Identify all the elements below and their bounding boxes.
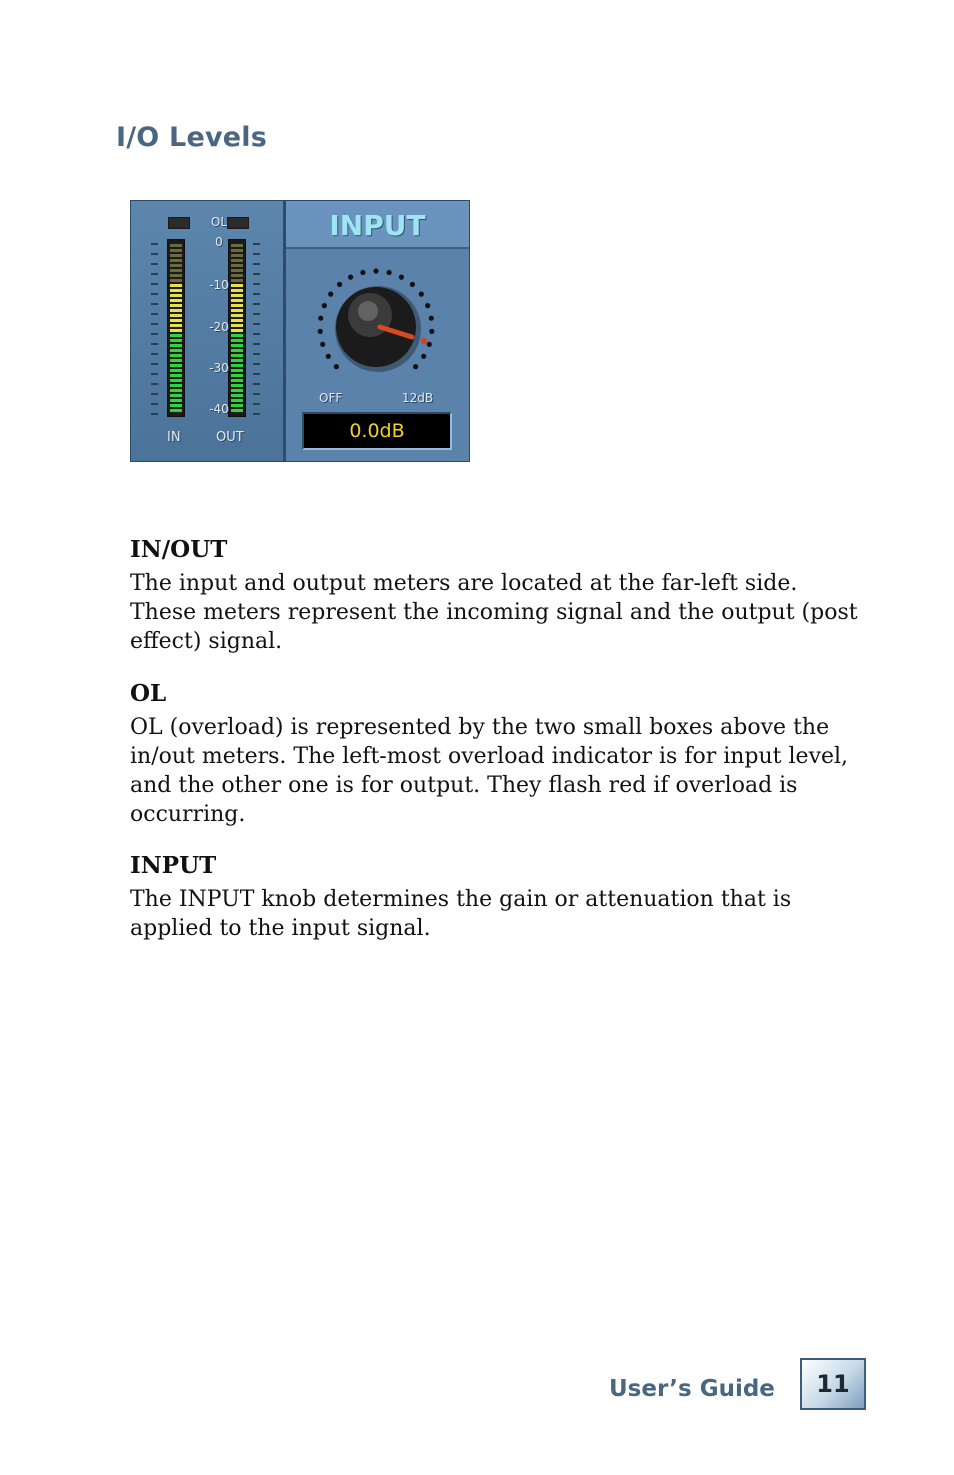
meter-segment [170, 294, 182, 297]
meter-segment [170, 374, 182, 377]
meter-tick [253, 373, 260, 375]
meter-segment [170, 384, 182, 387]
meter-segment [231, 349, 243, 352]
knob-scale-dot [318, 316, 323, 321]
section-body-input: The INPUT knob determines the gain or attenuation that is applied to the input signal. [130, 887, 792, 941]
knob-scale-dot [399, 275, 404, 280]
io-meters-area [131, 201, 286, 461]
knob-scale-dot [373, 268, 378, 273]
meter-segment [170, 389, 182, 392]
meter-segment [231, 259, 243, 262]
meter-segment [170, 409, 182, 412]
meter-tick [151, 353, 158, 355]
meter-segment [231, 249, 243, 252]
meter-segment [170, 314, 182, 317]
meter-tick [253, 243, 260, 245]
scale-label-minus-20: -20 [209, 320, 229, 334]
meter-tick [253, 283, 260, 285]
meter-tick [253, 303, 260, 305]
meter-segment [231, 294, 243, 297]
section-body-ol: OL (overload) is represented by the two small boxes above the in/out meters. The left-most overload indicator is for input level, and the other one is for output. They flash red if overload is occurring. [130, 715, 849, 827]
meter-segment [170, 369, 182, 372]
meter-segment [170, 324, 182, 327]
meter-segment [231, 384, 243, 387]
knob-scale-dot [413, 364, 418, 369]
meter-segment [231, 299, 243, 302]
knob-scale-dot [318, 329, 323, 334]
meter-tick [253, 313, 260, 315]
meter-tick [151, 263, 158, 265]
section-body-in-out: The input and output meters are located at the far-left side. These meters represent the incoming signal and the output (post effect) signal. [130, 571, 858, 654]
meter-segment [170, 299, 182, 302]
meter-tick [253, 333, 260, 335]
knob-scale-dot [429, 316, 434, 321]
knob-scale-dot [425, 303, 430, 308]
meter-segment [231, 304, 243, 307]
knob-scale-dot [419, 292, 424, 297]
in-label: IN [167, 430, 181, 445]
meter-tick [253, 403, 260, 405]
scale-label-minus-40: -40 [209, 402, 229, 416]
section-heading: I/O Levels [116, 122, 268, 153]
knob-scale-dot [410, 282, 415, 287]
meter-segment [170, 394, 182, 397]
meter-segment [170, 404, 182, 407]
meter-segment [170, 329, 182, 332]
meter-tick [151, 373, 158, 375]
knob-max-label: 12dB [402, 391, 434, 405]
input-level-meter [167, 239, 185, 417]
meter-segment [170, 354, 182, 357]
meter-segment [170, 334, 182, 337]
meter-tick [253, 263, 260, 265]
knob-scale-dot [337, 282, 342, 287]
knob-scale-dot [322, 303, 327, 308]
meter-segment [231, 264, 243, 267]
section-title-input: INPUT [130, 852, 217, 879]
input-overload-indicator [168, 217, 190, 229]
knob-scale-dot [429, 329, 434, 334]
knob-scale-dot [326, 354, 331, 359]
meter-tick [151, 363, 158, 365]
meter-tick [151, 393, 158, 395]
meter-segment [170, 364, 182, 367]
section-title-ol: OL [130, 680, 167, 707]
knob-scale-dot [320, 342, 325, 347]
meter-segment [170, 339, 182, 342]
footer-guide-label: User’s Guide [609, 1376, 775, 1402]
meter-tick [151, 383, 158, 385]
meter-tick [253, 293, 260, 295]
meter-segment [170, 289, 182, 292]
meter-tick [151, 283, 158, 285]
meter-segment [170, 254, 182, 257]
meter-tick [253, 343, 260, 345]
meter-segment [231, 309, 243, 312]
meter-tick [151, 303, 158, 305]
input-gain-knob[interactable] [308, 257, 448, 387]
meter-segment [231, 269, 243, 272]
meter-segment [170, 284, 182, 287]
meter-segment [170, 359, 182, 362]
meter-tick [151, 333, 158, 335]
scale-label-minus-10: -10 [209, 278, 229, 292]
meter-tick [151, 343, 158, 345]
meter-segment [170, 344, 182, 347]
meter-tick [253, 363, 260, 365]
meter-segment [170, 264, 182, 267]
out-label: OUT [216, 430, 244, 445]
plugin-title-bar [286, 201, 469, 249]
meter-segment [170, 304, 182, 307]
scale-label-0: 0 [215, 235, 223, 249]
meter-segment [170, 244, 182, 247]
input-plugin-panel [130, 200, 470, 462]
knob-scale-dot [360, 270, 365, 275]
meter-segment [170, 279, 182, 282]
page-number: 11 [800, 1358, 866, 1410]
meter-tick [253, 253, 260, 255]
meter-tick [253, 273, 260, 275]
meter-segment [170, 399, 182, 402]
knob-scale-dot [328, 292, 333, 297]
knob-scale-dot [387, 270, 392, 275]
meter-segment [170, 274, 182, 277]
meter-segment [231, 334, 243, 337]
meter-segment [231, 339, 243, 342]
meter-tick [253, 353, 260, 355]
meter-tick [253, 393, 260, 395]
meter-segment [170, 319, 182, 322]
plugin-title: INPUT [329, 209, 426, 242]
meter-tick [151, 253, 158, 255]
gain-readout-display: 0.0dB [302, 412, 452, 450]
meter-segment [170, 259, 182, 262]
meter-segment [170, 249, 182, 252]
meter-tick [151, 273, 158, 275]
meter-tick [253, 323, 260, 325]
knob-scale-dot [334, 364, 339, 369]
meter-tick [253, 383, 260, 385]
meter-segment [231, 314, 243, 317]
meter-segment [170, 309, 182, 312]
meter-segment [231, 394, 243, 397]
knob-min-label: OFF [319, 391, 343, 405]
knob-scale-dot [427, 342, 432, 347]
knob-scale-dot [348, 275, 353, 280]
meter-segment [170, 349, 182, 352]
scale-label-minus-30: -30 [209, 361, 229, 375]
meter-segment [170, 379, 182, 382]
knob-scale-dot [421, 354, 426, 359]
meter-segment [231, 354, 243, 357]
meter-tick [253, 413, 260, 415]
meter-tick [151, 313, 158, 315]
meter-tick [151, 243, 158, 245]
output-overload-indicator [227, 217, 249, 229]
meter-tick [151, 293, 158, 295]
knob-position-marker-icon [421, 338, 427, 344]
meter-segment [170, 269, 182, 272]
section-title-in-out: IN/OUT [130, 536, 228, 563]
meter-segment [231, 344, 243, 347]
meter-segment [231, 379, 243, 382]
input-gain-area [286, 201, 469, 461]
meter-tick [151, 413, 158, 415]
meter-segment [231, 274, 243, 277]
meter-tick [151, 323, 158, 325]
ol-label: OL [210, 215, 228, 229]
meter-segment [231, 389, 243, 392]
meter-segment [231, 254, 243, 257]
meter-tick [151, 403, 158, 405]
